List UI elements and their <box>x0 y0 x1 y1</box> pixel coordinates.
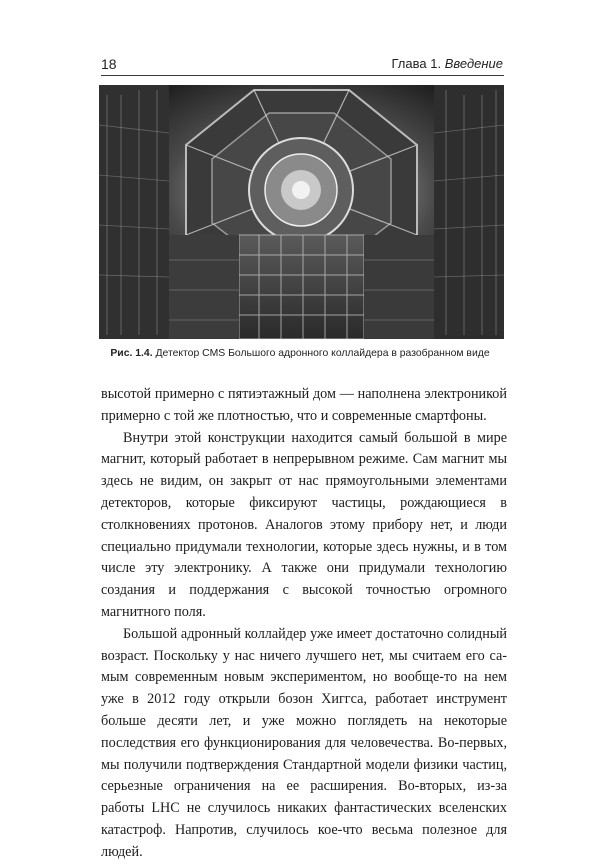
header-rule <box>101 75 504 76</box>
page-header <box>101 56 503 76</box>
cms-detector-photo <box>99 85 504 339</box>
chapter-label: Глава 1. <box>391 56 442 71</box>
running-head <box>392 56 504 71</box>
paragraph: высотой примерно с пятиэтажный дом — наполнена электроникой примерно с той же плотностью, что и современные смартфоны. <box>101 386 507 424</box>
figure-label: Рис. 1.4. <box>110 348 153 359</box>
body-text <box>101 384 507 864</box>
chapter-title: Введение <box>444 56 503 71</box>
page-number: 18 <box>101 56 117 72</box>
figure-caption-text: Детектор CMS Большого адронного коллайдера в разобранном виде <box>155 348 490 359</box>
paragraph: Большой адронный коллайдер уже имеет достаточно солидный возраст. Поскольку у нас ничего лучшего нет, мы считаем его самым современным новым экспериментом, но вообще-то на нем уже в 2012 году открыли бозон Хиггса, работает инструмент больше десяти лет, и уже можно поглядеть на некоторые последствия его функционирования для человечества. Во-первых, мы получили подтверждения Стандартной модели физики частиц, серьезные ограничения на ее расширения. Во-вторых, из-за работы LHC не случилось никаких фантастических вселенских катастроф. Напротив, случилось кое-что весьма полезное для людей. <box>101 625 507 860</box>
paragraph: Внутри этой конструкции находится самый большой в мире магнит, который работает в непрерывном режиме. Сам магнит мы здесь не видим, он закрыт от нас прямоугольными элементами детекторов, которые фиксируют частицы, рождающиеся в столкновениях протонов. Аналогов этому прибору нет, и люди специально придумали технологии, которые здесь нужны, и в том числе эту электронику. А также они придумали технологию создания и поддержания с высокой точностью огромного магнитного поля. <box>101 429 507 620</box>
figure-caption <box>0 348 600 359</box>
detector-illustration <box>99 85 504 339</box>
